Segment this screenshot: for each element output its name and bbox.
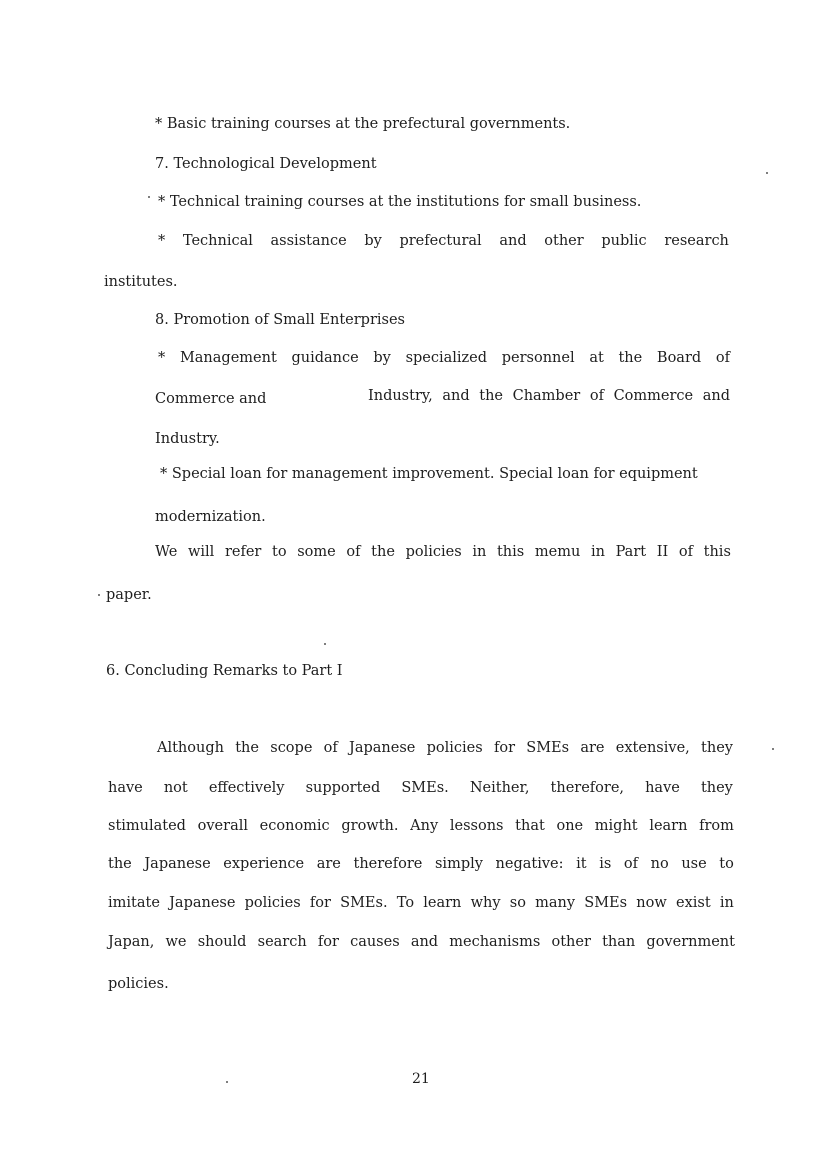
word: Japanese: [144, 856, 211, 872]
word: we: [165, 934, 187, 950]
word: Chamber: [512, 388, 581, 404]
word: at: [589, 350, 604, 366]
word: overall: [197, 818, 248, 834]
word: not: [163, 780, 188, 796]
word: Industry,: [368, 388, 433, 404]
word: Neither,: [469, 780, 530, 796]
word: in: [472, 544, 487, 560]
word: policies: [426, 740, 483, 756]
word: lessons: [449, 818, 504, 834]
word: the: [108, 856, 132, 872]
word: memu: [534, 544, 581, 560]
word: stimulated: [108, 818, 186, 834]
word: learn: [649, 818, 688, 834]
word: effectively: [208, 780, 285, 796]
page-number: 21: [412, 1071, 430, 1087]
word: by: [364, 233, 382, 249]
word: SMEs: [526, 740, 570, 756]
word: therefore: [353, 856, 423, 872]
word: learn: [423, 895, 462, 911]
word: they: [700, 780, 733, 796]
word: Commerce: [613, 388, 694, 404]
bullet-management-guidance-line3: Industry.: [155, 431, 220, 447]
word: for: [317, 934, 339, 950]
word: imitate: [108, 895, 160, 911]
word: and: [410, 934, 439, 950]
word: of: [346, 544, 361, 560]
word: use: [681, 856, 707, 872]
heading-technological-development: 7. Technological Development: [155, 156, 377, 172]
word: extensive,: [615, 740, 690, 756]
word: have: [645, 780, 680, 796]
word: why: [470, 895, 501, 911]
word: might: [594, 818, 638, 834]
word: policies: [405, 544, 462, 560]
paragraph-last-line: policies.: [108, 976, 169, 992]
word: of: [323, 740, 338, 756]
bullet-management-guidance-line2-left: Commerce and: [155, 391, 267, 407]
paragraph-line: [157, 738, 733, 758]
word: economic: [259, 818, 330, 834]
word: the: [618, 350, 643, 366]
word: than: [602, 934, 636, 950]
word: policies: [244, 895, 301, 911]
word: search: [257, 934, 307, 950]
word: negative:: [495, 856, 564, 872]
word: II: [656, 544, 669, 560]
word: many: [535, 895, 576, 911]
word: Although: [157, 740, 224, 756]
scan-speck: [766, 172, 768, 174]
scan-speck: [98, 594, 100, 596]
word: *: [158, 233, 166, 249]
word: Any: [410, 818, 439, 834]
heading-concluding-remarks: 6. Concluding Remarks to Part I: [106, 663, 343, 679]
word: of: [678, 544, 693, 560]
paragraph-line: [108, 778, 733, 798]
word: have: [108, 780, 143, 796]
word: now: [636, 895, 667, 911]
word: therefore,: [550, 780, 625, 796]
refer-policies-line1: [155, 542, 731, 562]
word: to: [719, 856, 734, 872]
word: refer: [224, 544, 262, 560]
word: the: [371, 544, 395, 560]
bullet-special-loan-line1: * Special loan for management improvement. Special loan for equipment: [160, 466, 698, 482]
paragraph-line: [108, 816, 734, 836]
heading-promotion-small-enterprises: 8. Promotion of Small Enterprises: [155, 312, 405, 328]
word: other: [544, 233, 584, 249]
word: Japanese: [169, 895, 236, 911]
word: government: [646, 934, 735, 950]
word: should: [197, 934, 247, 950]
word: *: [158, 350, 166, 366]
word: Japanese: [349, 740, 416, 756]
word: prefectural: [399, 233, 482, 249]
word: Technical: [182, 233, 253, 249]
bullet-management-guidance-line2-right: [368, 386, 730, 406]
word: personnel: [501, 350, 575, 366]
word: so: [509, 895, 526, 911]
word: causes: [350, 934, 400, 950]
word: the: [235, 740, 259, 756]
paragraph-line: [108, 932, 735, 952]
word: to: [272, 544, 287, 560]
word: and: [702, 388, 730, 404]
word: scope: [270, 740, 313, 756]
word: the: [479, 388, 503, 404]
word: research: [664, 233, 729, 249]
word: that: [515, 818, 545, 834]
word: Management: [179, 350, 277, 366]
word: by: [373, 350, 391, 366]
bullet-technical-assistance-line1: [158, 231, 729, 251]
word: To: [396, 895, 415, 911]
word: some: [297, 544, 336, 560]
bullet-basic-training: * Basic training courses at the prefectural governments.: [155, 116, 571, 132]
word: other: [551, 934, 591, 950]
scan-speck: [324, 643, 326, 645]
word: it: [576, 856, 587, 872]
bullet-technical-training: * Technical training courses at the institutions for small business.: [158, 194, 642, 210]
word: in: [590, 544, 605, 560]
word: supported: [305, 780, 381, 796]
word: and: [499, 233, 527, 249]
word: this: [703, 544, 731, 560]
word: growth.: [341, 818, 399, 834]
word: are: [580, 740, 605, 756]
paragraph-line: [108, 893, 734, 913]
word: guidance: [291, 350, 359, 366]
word: and: [442, 388, 470, 404]
word: SMEs.: [340, 895, 388, 911]
word: is: [599, 856, 612, 872]
word: from: [699, 818, 734, 834]
bullet-management-guidance-line1: [158, 348, 730, 368]
word: no: [650, 856, 669, 872]
paragraph-line: [108, 854, 734, 874]
refer-policies-line2: paper.: [106, 587, 152, 603]
bullet-special-loan-line2: modernization.: [155, 509, 266, 525]
word: Board: [656, 350, 702, 366]
word: public: [601, 233, 647, 249]
word: simply: [434, 856, 483, 872]
word: SMEs: [584, 895, 628, 911]
word: will: [187, 544, 215, 560]
word: Japan,: [108, 934, 155, 950]
scan-speck: [226, 1081, 228, 1083]
word: Part: [615, 544, 647, 560]
scan-speck: [772, 748, 774, 750]
word: of: [715, 350, 730, 366]
word: We: [155, 544, 178, 560]
word: SMEs.: [401, 780, 449, 796]
word: for: [309, 895, 331, 911]
word: this: [496, 544, 525, 560]
word: of: [589, 388, 604, 404]
word: of: [623, 856, 639, 872]
word: specialized: [405, 350, 488, 366]
word: are: [316, 856, 341, 872]
word: they: [701, 740, 733, 756]
word: for: [493, 740, 516, 756]
scan-speck: [148, 196, 150, 198]
word: in: [719, 895, 734, 911]
word: one: [556, 818, 584, 834]
bullet-technical-assistance-line2: institutes.: [104, 274, 178, 290]
word: assistance: [270, 233, 347, 249]
word: experience: [223, 856, 305, 872]
word: mechanisms: [449, 934, 541, 950]
word: exist: [675, 895, 711, 911]
